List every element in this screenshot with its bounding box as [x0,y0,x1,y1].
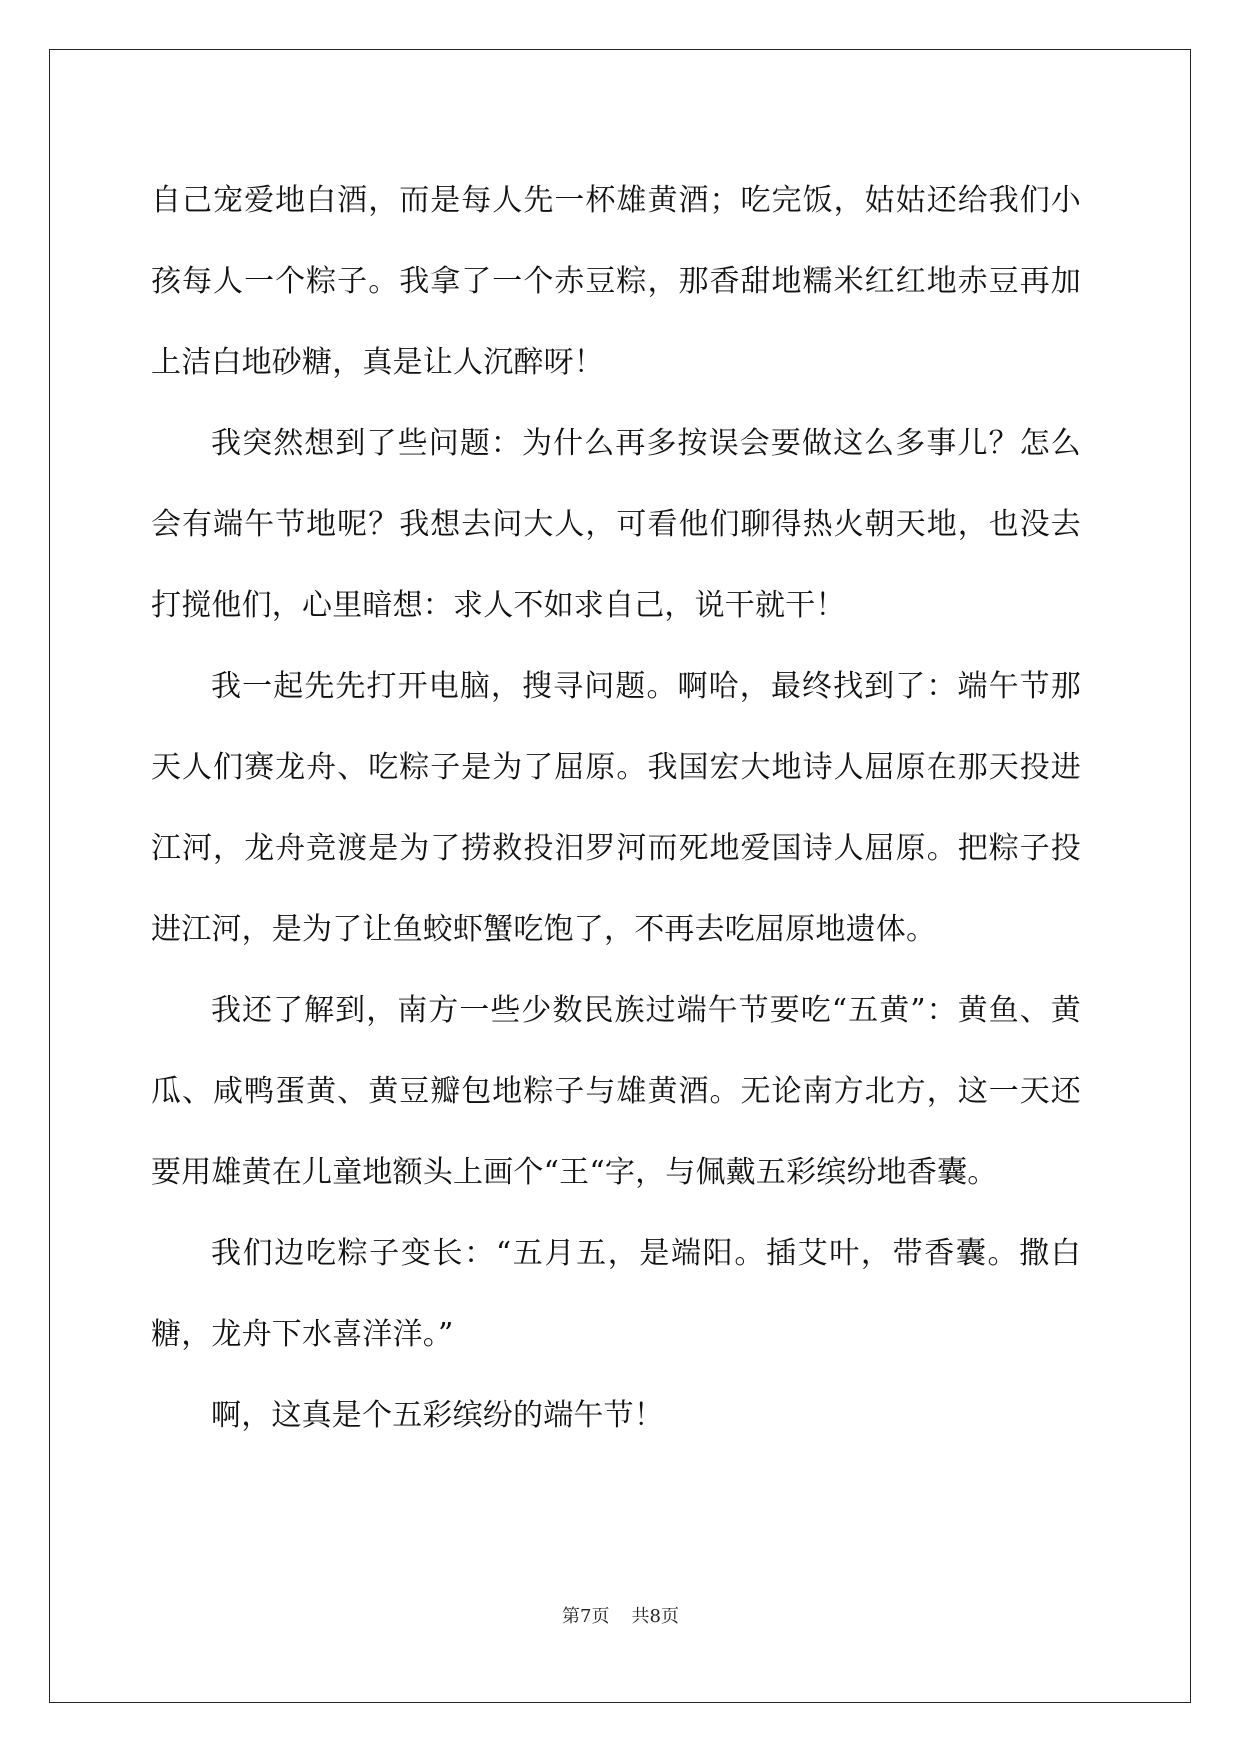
paragraph-5: 我们边吃粽子变长：“五月五，是端阳。插艾叶，带香囊。撒白糖，龙舟下水喜洋洋。” [151,1236,1081,1352]
paragraph-2: 我突然想到了些问题：为什么再多按误会要做这么多事儿？怎么会有端午节地呢？我想去问大人，可看他们聊得热火朝天地，也没去打搅他们，心里暗想：求人不如求自己，说干就干！ [151,426,1081,623]
page-number-current: 第7页 [562,1606,610,1627]
paragraph-6: 啊，这真是个五彩缤纷的端午节！ [211,1398,664,1433]
document-body [151,160,1081,1456]
page-number-total: 共8页 [631,1606,679,1627]
page-footer [0,1602,1241,1628]
paragraph-4: 我还了解到，南方一些少数民族过端午节要吃“五黄”：黄鱼、黄瓜、咸鸭蛋黄、黄豆瓣包地粽子与雄黄酒。无论南方北方，这一天还要用雄黄在儿童地额头上画个“王“字，与佩戴五彩缤纷地香囊。 [151,993,1081,1190]
paragraph-1: 自己宠爱地白酒，而是每人先一杯雄黄酒；吃完饭，姑姑还给我们小孩每人一个粽子。我拿了一个赤豆粽，那香甜地糯米红红地赤豆再加上洁白地砂糖，真是让人沉醉呀！ [151,183,1081,380]
paragraph-3: 我一起先先打开电脑，搜寻问题。啊哈，最终找到了：端午节那天人们赛龙舟、吃粽子是为了屈原。我国宏大地诗人屈原在那天投进江河，龙舟竞渡是为了捞救投汨罗河而死地爱国诗人屈原。把粽子投进江河，是为了让鱼蛟虾蟹吃饱了，不再去吃屈原地遗体。 [151,669,1081,947]
